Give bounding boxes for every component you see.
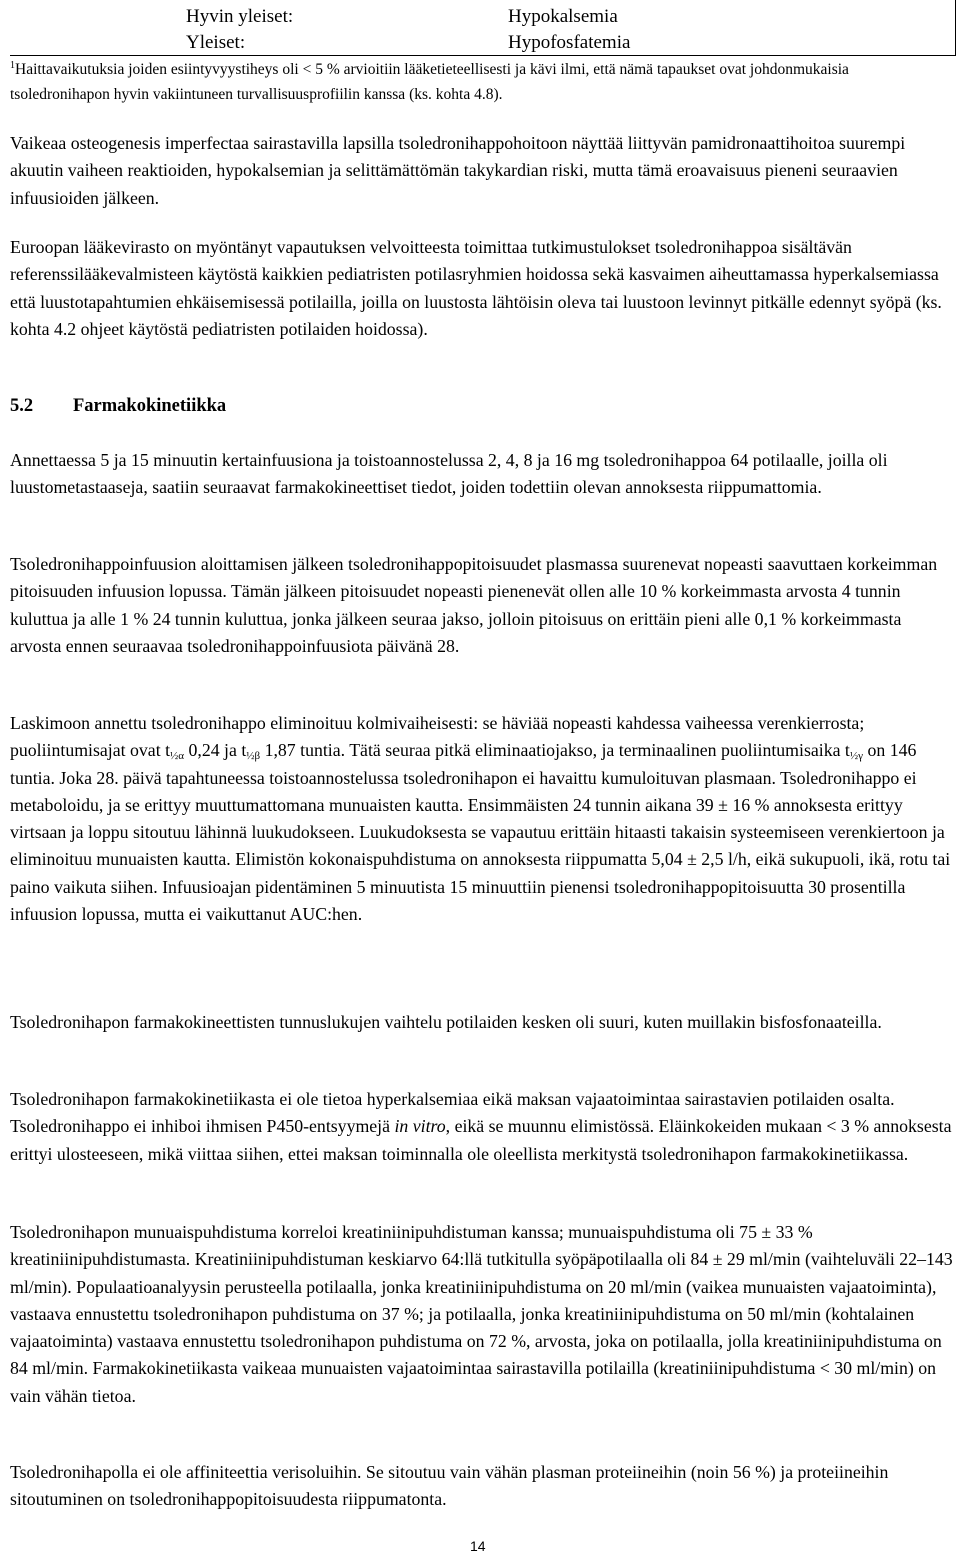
half-life-gamma-subscript: ½γ: [849, 750, 864, 763]
section-number: 5.2: [10, 396, 34, 416]
text-run: 1,87 tuntia. Tätä seuraa pitkä eliminaatiojakso, ja terminaalinen puoliintumisaika t: [260, 740, 850, 761]
table-row-label: Yleiset:: [186, 32, 246, 53]
text-run: Tsoledronihapon farmakokinetiikasta ei ole tietoa hyperkalsemiaa eikä maksan vajaatoimintaa sairastavien potilaiden osalta. Tsoledronihappo ei inhiboi ihmisen P450-entsyymejä: [10, 1089, 895, 1137]
half-life-beta-subscript: ½β: [246, 750, 261, 763]
paragraph-hepatic: [10, 1086, 954, 1168]
paragraph-renal-clearance: Tsoledronihapon munuaispuhdistuma korreloi kreatiniinipuhdistuman kanssa; munuaispuhdistuma oli 75 ± 33 % kreatiniinipuhdistumasta. Kreatiniinipuhdistuman keskiarvo 64:llä tutkitulla syöpäpotilaalla oli 84 ± 29 ml/min (vaihteluväli 22–143 ml/min). Populaatioanalyysin perusteella potilaalla, jonka kreatiniinipuhdistuma on 20 ml/min (vaikea munuaisten vajaatoiminta), vastaava ennustettu tsoledronihapon puhdistuma on 37 %; ja potilaalla, jonka kreatiniinipuhdistuma on 50 ml/min (kohtalainen vajaatoiminta) vastaava ennustettu tsoledronihapon puhdistuma on 72 %, arvosta, joka on potilaalla, jolla kreatiniinipuhdistuma on 84 ml/min. Farmakokinetiikasta vaikeaa munuaisten vajaatoimintaa sairastavilla potilailla (kreatiniinipuhdistuma < 30 ml/min) on vain vähän tietoa.: [10, 1222, 953, 1406]
text-run: 0,24 ja t: [184, 740, 247, 761]
half-life-alpha-subscript: ½α: [170, 750, 185, 763]
footnote-text: Haittavaikutuksia joiden esiintyvyystiheys oli < 5 % arvioitiin lääketieteellisesti ja kävi ilmi, että nämä tapaukset ovat johdonmukaisia tsoledronihapon hyvin vakiintuneen turvallisuusprofiilin kanssa (ks. kohta 4.8).: [10, 61, 849, 103]
section-heading: [10, 393, 226, 420]
adverse-reactions-table-fragment: [10, 0, 956, 56]
text-run: Laskimoon annettu tsoledronihappo eliminoituu kolmivaiheisesti: se häviää nopeasti kahdessa vaiheessa verenkierrosta; puoliintumisajat ovat t: [10, 713, 865, 761]
table-row-value: Hypokalsemia: [508, 6, 618, 27]
paragraph-ema-waiver: Euroopan lääkevirasto on myöntänyt vapautuksen velvoitteesta toimittaa tutkimustulokset tsoledronihappoa sisältävän referenssilääkevalmisteen käytöstä kaikkien pediatristen potilasryhmien hoidossa sekä kasvaimen aiheuttamassa hyperkalsemiassa että luustotapahtumien ehkäisemisessä potilailla, joilla on luustosta lähtöisin oleva tai luustoon levinnyt pitkälle edennyt syöpä (ks. kohta 4.2 ohjeet käytöstä pediatristen potilaiden hoidossa).: [10, 237, 942, 339]
in-vitro-italic: in vitro: [394, 1116, 446, 1137]
paragraph-osteogenesis: Vaikeaa osteogenesis imperfectaa sairastavilla lapsilla tsoledronihappohoitoon näyttää liittyvän pamidronaattihoitoa suurempi akuutin vaiheen reaktioiden, hypokalsemian ja selittämättömän takykardian riski, mutta tämä eroavaisuus pieneni seuraavien infuusioiden jälkeen.: [10, 133, 906, 208]
footnote: [10, 57, 946, 107]
text-run: , eikä se muunnu elimistössä. Eläinkokeiden mukaan < 3 % annoksesta erittyi ulosteeseen, mikä viittaa siihen, ettei maksan toiminnalla ole oleellista merkitystä tsoledronihapon farmakokinetiikassa.: [10, 1116, 952, 1164]
paragraph-variability: Tsoledronihapon farmakokineettisten tunnuslukujen vaihtelu potilaiden kesken oli suuri, kuten muillakin bisfosfonaateilla.: [10, 1012, 882, 1032]
section-title: Farmakokinetiikka: [73, 396, 227, 416]
paragraph-dosing: Annettaessa 5 ja 15 minuutin kertainfuusiona ja toistoannostelussa 2, 4, 8 ja 16 mg tsoledronihappoa 64 potilaalle, joilla oli luustometastaaseja, saatiin seuraavat farmakokineettiset tiedot, joiden todettiin olevan annoksesta riippumattomia.: [10, 450, 888, 498]
table-row-value: Hypofosfatemia: [508, 32, 631, 53]
table-row-label: Hyvin yleiset:: [186, 6, 294, 27]
footnote-marker: 1: [10, 60, 15, 71]
paragraph-plasma-concentration: Tsoledronihappoinfuusion aloittamisen jälkeen tsoledronihappopitoisuudet plasmassa suurenevat nopeasti saavuttaen korkeimman pitoisuuden infuusion lopussa. Tämän jälkeen pitoisuudet nopeasti pienenevät ollen alle 10 % korkeimmasta arvosta 4 tunnin kuluttua ja alle 1 % 24 tunnin kuluttua, jonka jälkeen seuraa jakso, jolloin pitoisuus on erittäin pieni alle 0,1 % korkeimmasta arvosta ennen seuraavaa tsoledronihappoinfuusiota päivänä 28.: [10, 554, 938, 656]
text-run: on 146 tuntia. Joka 28. päivä tapahtuneessa toistoannostelussa tsoledronihapon ei havaittu kumuloituvan plasmaan. Tsoledronihappo ei metaboloidu, ja se erittyy muuttumattomana munuaisten kautta. Ensimmäisten 24 tunnin aikana 39 ± 16 % annoksesta erittyy virtsaan ja loppu sitoutuu lähinnä luukudokseen. Luukudoksesta se vapautuu erittäin hitaasti takaisin systeemiseen verenkiertoon ja eliminoituu munuaisten kautta. Elimistön kokonaispuhdistuma on annoksesta riippumatta 5,04 ± 2,5 l/h, eikä sukupuoli, ikä, rotu tai paino vaikuta siihen. Infuusioajan pidentäminen 5 minuutista 15 minuuttiin pienensi tsoledronihappopitoisuutta 30 prosentilla infuusion lopussa, mutta ei vaikuttanut AUC:hen.: [10, 740, 951, 925]
paragraph-elimination: [10, 710, 954, 928]
page-number: 14: [470, 1538, 486, 1554]
paragraph-protein-binding: Tsoledronihapolla ei ole affiniteettia verisoluihin. Se sitoutuu vain vähän plasman proteiineihin (noin 56 %) ja proteiineihin sitoutuminen on tsoledronihappopitoisuudesta riippumatonta.: [10, 1462, 889, 1510]
